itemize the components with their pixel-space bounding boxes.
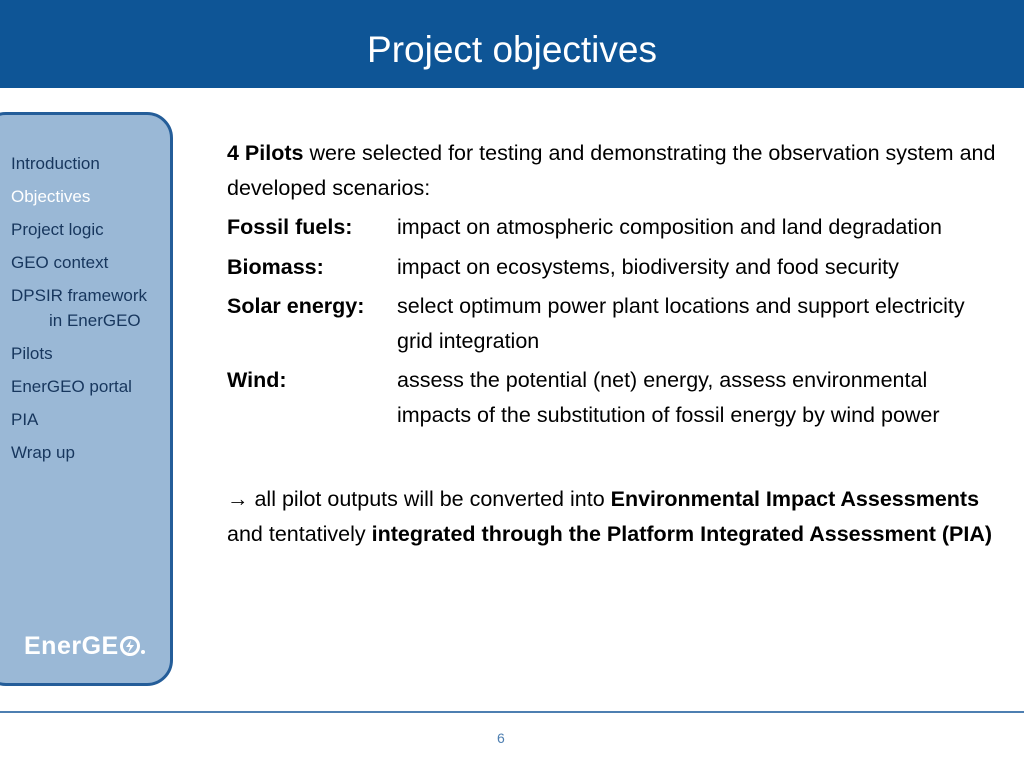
pilot-label: Solar energy: bbox=[227, 294, 365, 318]
conclusion-text-1: all pilot outputs will be converted into bbox=[248, 487, 611, 511]
conclusion-bold-1: Environmental Impact Assessments bbox=[610, 487, 980, 511]
nav-item-wrap-up[interactable]: Wrap up bbox=[11, 442, 75, 462]
pilot-label: Biomass: bbox=[227, 254, 324, 279]
conclusion-paragraph bbox=[227, 482, 997, 551]
pilot-description: impact on ecosystems, biodiversity and food security bbox=[397, 254, 899, 279]
footer-divider bbox=[0, 711, 1024, 713]
arrow-right-icon: → bbox=[227, 487, 249, 511]
pilot-description: select optimum power plant locations and support electricity grid integration bbox=[397, 294, 965, 353]
pilot-row-solar-energy bbox=[227, 289, 997, 358]
nav-item-dpsir-line2: in EnerGEO bbox=[49, 310, 141, 330]
pilot-row-wind bbox=[227, 363, 997, 432]
pilot-row-fossil-fuels bbox=[227, 210, 997, 245]
conclusion-bold-2: integrated through the Platform Integrated Assessment (PIA) bbox=[371, 521, 993, 546]
nav-item-introduction[interactable]: Introduction bbox=[11, 154, 100, 173]
conclusion-text-2: and tentatively bbox=[227, 521, 372, 546]
intro-bold: 4 Pilots bbox=[227, 141, 304, 165]
intro-paragraph bbox=[227, 136, 997, 205]
energeo-logo bbox=[24, 632, 145, 661]
nav-item-pilots[interactable]: Pilots bbox=[11, 343, 53, 363]
nav-item-project-logic[interactable]: Project logic bbox=[11, 220, 104, 239]
nav-item-geo-context[interactable]: GEO context bbox=[11, 253, 109, 272]
nav-item-dpsir-framework[interactable] bbox=[11, 284, 181, 333]
pilot-label: Fossil fuels: bbox=[227, 215, 353, 239]
page-number: 6 bbox=[497, 730, 505, 746]
nav-item-energeo-portal[interactable]: EnerGEO portal bbox=[11, 376, 132, 396]
main-content bbox=[227, 136, 997, 551]
sidebar-nav bbox=[11, 152, 181, 474]
pilot-description: impact on atmospheric composition and land degradation bbox=[397, 215, 942, 239]
nav-item-objectives[interactable]: Objectives bbox=[11, 187, 91, 206]
pilot-description: assess the potential (net) energy, assess environmental impacts of the substitution of fossil energy by wind power bbox=[397, 368, 940, 427]
pilot-row-biomass bbox=[227, 250, 997, 285]
slide-title: Project objectives bbox=[367, 29, 657, 70]
pilot-label: Wind: bbox=[227, 368, 287, 392]
logo-text: EnerGE bbox=[24, 632, 119, 660]
nav-item-pia[interactable]: PIA bbox=[11, 409, 39, 429]
intro-text: were selected for testing and demonstrating the observation system and developed scenarios: bbox=[227, 141, 996, 200]
logo-dot bbox=[141, 650, 145, 654]
globe-bolt-icon bbox=[120, 636, 140, 656]
nav-item-dpsir-line1: DPSIR framework bbox=[11, 286, 148, 305]
